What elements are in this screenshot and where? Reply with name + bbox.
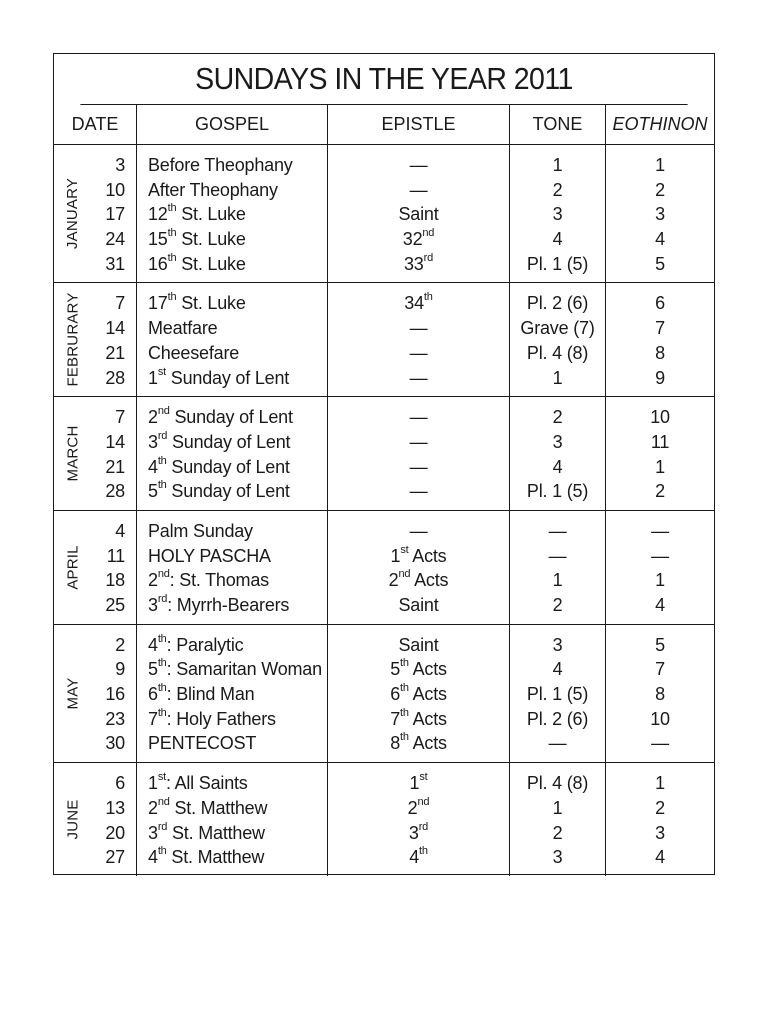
- date-column: [54, 397, 137, 510]
- gospel-value: 3rd: Myrrh-Bearers: [148, 593, 290, 615]
- date-value: 28: [105, 367, 125, 388]
- tone-value: 4: [552, 659, 563, 680]
- epistle-column: [328, 511, 510, 624]
- tone-value: 3: [552, 204, 563, 225]
- tone-value: —: [548, 520, 567, 541]
- eothinon-column: [606, 763, 714, 876]
- gospel-value: Cheesefare: [148, 342, 240, 363]
- eothinon-value: 2: [655, 481, 665, 502]
- tone-value: Pl. 1 (5): [526, 481, 589, 502]
- date-value: 16: [105, 684, 125, 705]
- gospel-value: 17th St. Luke: [148, 291, 246, 314]
- epistle-value: —: [409, 367, 428, 388]
- date-value: 14: [105, 431, 125, 452]
- epistle-value: —: [409, 318, 428, 339]
- gospel-value: 4th Sunday of Lent: [148, 454, 290, 477]
- month-block-april: [54, 511, 714, 625]
- tone-value: 1: [552, 797, 563, 818]
- gospel-value: 4th St. Matthew: [148, 845, 265, 868]
- tone-value: 4: [552, 229, 563, 250]
- date-value: 10: [105, 179, 125, 200]
- month-label: JUNE: [64, 799, 82, 840]
- month-block-january: [54, 145, 714, 283]
- eothinon-column: [606, 511, 714, 624]
- gospel-value: 2nd: St. Thomas: [148, 568, 269, 591]
- tone-value: Pl. 4 (8): [526, 342, 589, 363]
- eothinon-value: —: [651, 545, 669, 566]
- epistle-value: 6th Acts: [390, 682, 447, 705]
- gospel-column: [137, 511, 328, 624]
- tone-value: 3: [552, 431, 563, 452]
- eothinon-value: 6: [655, 293, 665, 314]
- tone-column: [510, 145, 606, 282]
- epistle-value: —: [409, 431, 428, 452]
- gospel-column: [137, 145, 328, 282]
- gospel-value: 1st: All Saints: [148, 771, 248, 794]
- gospel-value: 6th: Blind Man: [148, 682, 255, 705]
- eothinon-value: —: [651, 733, 669, 754]
- date-column: [54, 763, 137, 876]
- gospel-value: HOLY PASCHA: [148, 545, 271, 566]
- tone-value: Pl. 1 (5): [526, 253, 589, 274]
- gospel-value: 1st Sunday of Lent: [148, 365, 290, 388]
- eothinon-column: [606, 397, 714, 510]
- date-value: 7: [115, 293, 125, 314]
- tone-value: 2: [552, 822, 563, 843]
- eothinon-value: 4: [655, 847, 665, 868]
- month-block-may: [54, 625, 714, 763]
- eothinon-value: 2: [655, 179, 665, 200]
- gospel-column: [137, 397, 328, 510]
- date-column: [54, 625, 137, 762]
- epistle-value: 2nd: [407, 795, 430, 818]
- gospel-value: PENTECOST: [148, 733, 257, 754]
- tone-value: 1: [552, 570, 563, 591]
- gospel-value: 4th: Paralytic: [148, 632, 244, 655]
- eothinon-value: 11: [650, 431, 670, 452]
- eothinon-value: —: [651, 520, 669, 541]
- gospel-value: 16th St. Luke: [148, 251, 246, 274]
- eothinon-column: [606, 145, 714, 282]
- tone-value: Pl. 1 (5): [526, 684, 589, 705]
- tone-value: 2: [552, 179, 563, 200]
- epistle-column: [328, 283, 510, 396]
- date-value: 14: [105, 318, 125, 339]
- gospel-column: [137, 763, 328, 876]
- gospel-value: 15th St. Luke: [148, 227, 246, 250]
- date-value: 3: [115, 155, 125, 175]
- date-column: [54, 145, 137, 282]
- month-block-june: [54, 763, 714, 876]
- date-value: 11: [106, 545, 125, 566]
- epistle-value: 7th Acts: [390, 706, 447, 729]
- gospel-column: [137, 625, 328, 762]
- epistle-value: 32nd: [402, 227, 435, 250]
- tone-value: Pl. 2 (6): [526, 293, 589, 314]
- date-value: 23: [105, 708, 125, 729]
- epistle-value: —: [409, 179, 428, 200]
- eothinon-value: 3: [655, 822, 665, 843]
- eothinon-value: 1: [655, 773, 665, 794]
- eothinon-value: 4: [655, 229, 665, 250]
- eothinon-value: 10: [650, 407, 670, 428]
- date-value: 13: [105, 797, 125, 818]
- table-header-row: [54, 105, 714, 145]
- date-value: 4: [115, 520, 125, 541]
- date-value: 9: [115, 659, 125, 680]
- epistle-column: [328, 625, 510, 762]
- month-label: JANUARY: [64, 178, 82, 250]
- tone-column: [510, 763, 606, 876]
- eothinon-column: [606, 283, 714, 396]
- gospel-value: Palm Sunday: [148, 520, 253, 541]
- date-value: 21: [105, 342, 125, 363]
- tone-column: [510, 397, 606, 510]
- month-label: APRIL: [64, 545, 82, 590]
- months-body: [54, 145, 714, 876]
- eothinon-value: 1: [655, 570, 665, 591]
- tone-value: —: [548, 545, 567, 566]
- eothinon-value: 4: [655, 595, 665, 615]
- eothinon-value: 9: [655, 367, 665, 388]
- date-value: 31: [105, 253, 125, 274]
- epistle-column: [328, 763, 510, 876]
- eothinon-value: 1: [655, 456, 665, 477]
- date-value: 17: [105, 204, 125, 225]
- epistle-value: 1st Acts: [390, 543, 447, 566]
- epistle-value: —: [409, 155, 428, 175]
- eothinon-value: 8: [655, 684, 665, 705]
- gospel-value: After Theophany: [148, 179, 278, 200]
- month-block-februrary: [54, 283, 714, 397]
- date-value: 28: [105, 481, 125, 502]
- tone-value: 2: [552, 407, 563, 428]
- date-column: [54, 511, 137, 624]
- tone-value: —: [548, 733, 567, 754]
- eothinon-value: 1: [655, 155, 665, 175]
- epistle-value: 2nd Acts: [388, 568, 449, 591]
- header-epistle: EPISTLE: [328, 105, 510, 144]
- tone-value: 1: [552, 367, 563, 388]
- gospel-value: 7th: Holy Fathers: [148, 706, 276, 729]
- epistle-value: 8th Acts: [390, 731, 447, 754]
- epistle-value: 34th: [404, 291, 433, 314]
- epistle-value: 3rd: [408, 820, 429, 843]
- tone-value: 2: [552, 595, 563, 615]
- date-value: 21: [105, 456, 125, 477]
- eothinon-value: 8: [655, 342, 665, 363]
- epistle-value: —: [409, 481, 428, 502]
- eothinon-value: 5: [655, 253, 665, 274]
- epistle-value: —: [409, 407, 428, 428]
- epistle-value: 5th Acts: [390, 657, 447, 680]
- date-value: 30: [105, 733, 125, 754]
- date-value: 2: [115, 634, 125, 655]
- date-value: 24: [105, 229, 125, 250]
- gospel-value: Before Theophany: [148, 155, 293, 175]
- gospel-value: 3rd Sunday of Lent: [148, 429, 291, 452]
- header-tone: TONE: [510, 105, 606, 144]
- epistle-value: —: [409, 456, 428, 477]
- eothinon-column: [606, 625, 714, 762]
- epistle-value: Saint: [398, 595, 439, 615]
- gospel-value: 12th St. Luke: [148, 202, 246, 225]
- header-gospel: GOSPEL: [137, 105, 328, 144]
- gospel-column: [137, 283, 328, 396]
- tone-value: Pl. 4 (8): [526, 773, 589, 794]
- eothinon-value: 3: [655, 204, 665, 225]
- epistle-value: Saint: [398, 204, 439, 225]
- tone-value: Pl. 2 (6): [526, 708, 589, 729]
- epistle-value: 4th: [409, 845, 428, 868]
- tone-value: 1: [552, 155, 563, 175]
- tone-value: Grave (7): [520, 318, 595, 339]
- month-label: MAY: [64, 677, 82, 710]
- epistle-column: [328, 397, 510, 510]
- header-eothinon: EOTHINON: [612, 114, 708, 134]
- month-label: MARCH: [64, 425, 82, 482]
- tone-value: 3: [552, 847, 563, 868]
- gospel-value: 3rd St. Matthew: [148, 820, 265, 843]
- date-value: 27: [105, 847, 125, 868]
- tone-column: [510, 511, 606, 624]
- tone-column: [510, 625, 606, 762]
- epistle-column: [328, 145, 510, 282]
- epistle-value: —: [409, 520, 428, 541]
- header-date: DATE: [54, 105, 137, 144]
- gospel-value: Meatfare: [148, 318, 218, 339]
- eothinon-value: 2: [655, 797, 665, 818]
- date-value: 7: [115, 407, 125, 428]
- date-value: 20: [105, 822, 125, 843]
- gospel-value: 2nd St. Matthew: [148, 795, 268, 818]
- date-value: 18: [105, 570, 125, 591]
- date-value: 6: [115, 773, 125, 794]
- month-label: FEBRURARY: [64, 292, 82, 387]
- gospel-value: 5th: Samaritan Woman: [148, 657, 322, 680]
- epistle-value: Saint: [398, 634, 439, 655]
- tone-value: 4: [552, 456, 563, 477]
- epistle-value: 33rd: [403, 251, 433, 274]
- tone-column: [510, 283, 606, 396]
- epistle-value: —: [409, 342, 428, 363]
- tone-value: 3: [552, 634, 563, 655]
- date-value: 25: [105, 595, 125, 615]
- eothinon-value: 7: [655, 659, 665, 680]
- eothinon-value: 10: [650, 708, 670, 729]
- gospel-value: 5th Sunday of Lent: [148, 479, 290, 502]
- gospel-value: 2nd Sunday of Lent: [148, 405, 293, 428]
- table-title: SUNDAYS IN THE YEAR 2011: [80, 54, 687, 105]
- month-block-march: [54, 397, 714, 511]
- epistle-value: 1st: [409, 771, 428, 794]
- sundays-table: [53, 53, 715, 875]
- eothinon-value: 7: [655, 318, 665, 339]
- eothinon-value: 5: [655, 634, 665, 655]
- date-column: [54, 283, 137, 396]
